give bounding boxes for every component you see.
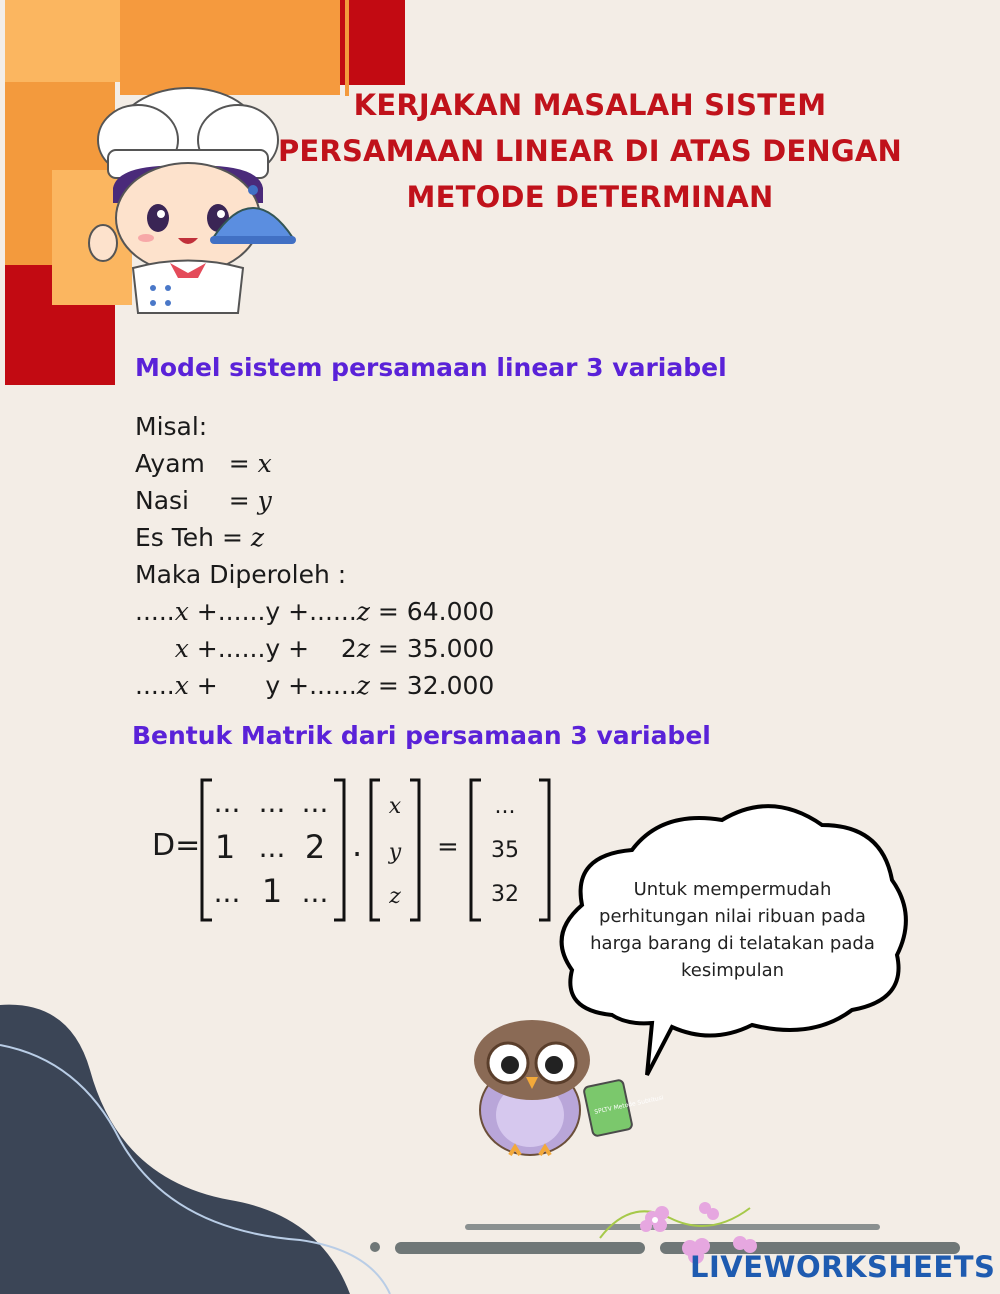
vector-x: x (388, 794, 402, 819)
vector-z: z (389, 884, 401, 909)
equation-1: .....x +......y +......z = 64.000 (135, 597, 495, 626)
equation-2: x +......y + 2z = 35.000 (174, 634, 495, 663)
equation-3: .....x + y +......z = 32.000 (135, 671, 495, 700)
equals-sign: = (437, 832, 459, 862)
multiply-dot: . (352, 826, 363, 864)
ayam-line: Ayam = x (135, 449, 272, 478)
matrix-a12[interactable]: ... (258, 786, 286, 819)
decor-block-red-top (340, 0, 405, 85)
variable-definitions (135, 408, 494, 704)
matrix-a23: 2 (304, 828, 326, 866)
matrix-a21: 1 (214, 828, 236, 866)
matrix-a31[interactable]: ... (213, 876, 241, 909)
matrix-a13[interactable]: ... (301, 786, 329, 819)
esteh-line: Es Teh = z (135, 523, 265, 552)
vector-y: y (388, 840, 402, 865)
result-1[interactable]: ... (494, 794, 516, 819)
owl-illustration (470, 1015, 665, 1160)
var-y: y (257, 486, 272, 515)
matrix-a32: 1 (261, 872, 283, 910)
decor-block-light-orange (5, 0, 125, 82)
title-line-2: PERSAMAAN LINEAR DI ATAS DENGAN (277, 134, 903, 168)
owl-sign-text: SPLTV Metode Subtitusi (593, 1094, 665, 1116)
result-2: 35 (491, 838, 519, 863)
d-label: D= (152, 828, 201, 863)
title-line-3: METODE DETERMINAN (406, 180, 774, 214)
matrix-a11[interactable]: ... (213, 786, 241, 819)
section-heading-matrix: Bentuk Matrik dari persamaan 3 variabel (132, 721, 711, 750)
matrix-a33[interactable]: ... (301, 876, 329, 909)
var-z: z (250, 523, 265, 552)
bubble-text: Untuk mempermudah perhitungan nilai ribuan pada harga barang di telatakan pada kesimpulan (590, 879, 875, 981)
maka-label: Maka Diperoleh : (135, 560, 347, 589)
navy-wave (0, 1000, 420, 1294)
misal-label: Misal: (135, 412, 208, 441)
liveworksheets-logo[interactable]: LIVEWORKSHEETS (690, 1250, 996, 1284)
var-x: x (257, 449, 272, 478)
nasi-line: Nasi = y (135, 486, 272, 515)
section-heading-model: Model sistem persamaan linear 3 variabel (135, 353, 727, 382)
result-3: 32 (491, 882, 519, 907)
matrix-a22[interactable]: ... (258, 831, 286, 864)
title-line-1: KERJAKAN MASALAH SISTEM (353, 88, 827, 122)
page-title (260, 82, 920, 220)
decor-dot-left (370, 1242, 380, 1252)
